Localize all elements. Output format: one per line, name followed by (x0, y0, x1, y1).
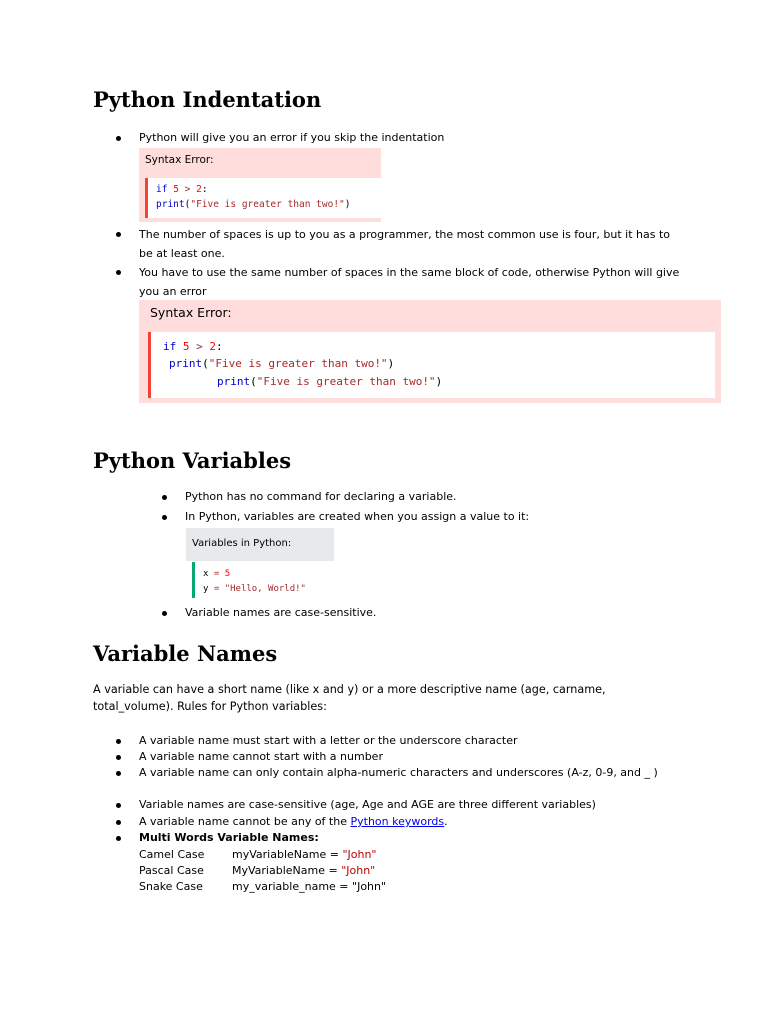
bullet-dot (116, 803, 121, 808)
case-example: my_variable_name = (232, 880, 353, 893)
multi-words-heading: Multi Words Variable Names: (139, 831, 319, 844)
case-value: "John" (352, 880, 387, 893)
bullet-dot (116, 820, 121, 825)
case-example: MyVariableName = (232, 864, 342, 877)
case-row (139, 863, 375, 879)
case-name: Camel Case (139, 848, 205, 861)
case-row (139, 879, 386, 895)
bullet-item (185, 509, 705, 525)
bullet-text: Variable names are case-sensitive. (185, 606, 377, 619)
rule-item (139, 765, 679, 781)
case-name: Snake Case (139, 880, 203, 893)
code-line: print("Five is greater than two!") (217, 375, 443, 388)
box-header: Syntax Error: (150, 305, 232, 320)
bullet-text: The number of spaces is up to you as a programmer, the most common use is four, but it has to be at least one. (139, 228, 671, 260)
syntax-error-box-large (139, 300, 721, 403)
heading-variable-names: Variable Names (93, 641, 278, 666)
bullet-item (185, 605, 705, 621)
code-line: x = 5 (203, 569, 231, 579)
bullet-item (139, 130, 699, 146)
rule-item (139, 830, 689, 846)
bullet-dot (116, 232, 121, 237)
bullet-dot (162, 611, 167, 616)
case-value: "John" (341, 864, 376, 877)
bullet-dot (116, 136, 121, 141)
code-line: print("Five is greater than two!") (169, 357, 395, 370)
code-accent-bar (192, 562, 195, 598)
rule-text: A variable name must start with a letter or the underscore character (139, 734, 518, 747)
code-line: if 5 > 2: (156, 184, 208, 195)
bullet-text: Python will give you an error if you skip the indentation (139, 131, 445, 144)
code-block (148, 332, 715, 398)
rule-text: Variable names are case-sensitive (age, Age and AGE are three different variables) (139, 798, 596, 811)
rule-item (139, 814, 689, 830)
box-header: Syntax Error: (145, 154, 214, 166)
bullet-dot (162, 515, 167, 520)
intro-paragraph: A variable can have a short name (like x and y) or a more descriptive name (age, carname, total_volume). Rules for Python variables: (93, 683, 606, 713)
rule-item (139, 797, 689, 813)
rule-text: A variable name cannot start with a number (139, 750, 383, 763)
case-value: "John" (342, 848, 377, 861)
rule-item (139, 749, 689, 765)
box-header: Variables in Python: (192, 538, 292, 549)
bullet-dot (116, 755, 121, 760)
code-line: y = "Hello, World!" (203, 584, 306, 594)
rule-text-prefix: A variable name cannot be any of the (139, 815, 351, 828)
bullet-dot (116, 270, 121, 275)
bullet-item (139, 225, 684, 263)
code-block (145, 178, 381, 218)
bullet-item (185, 489, 705, 505)
bullet-dot (162, 495, 167, 500)
rule-item (139, 733, 689, 749)
bullet-dot (116, 771, 121, 776)
code-line: print("Five is greater than two!") (156, 199, 351, 210)
code-block (192, 562, 334, 598)
bullet-dot (116, 739, 121, 744)
heading-python-indentation: Python Indentation (93, 87, 322, 112)
code-accent-bar (145, 178, 148, 218)
heading-python-variables: Python Variables (93, 448, 292, 473)
bullet-item (139, 263, 684, 301)
bullet-text: You have to use the same number of spaces in the same block of code, otherwise Python will give you an error (139, 266, 680, 298)
rule-text: A variable name can only contain alpha-numeric characters and underscores (A-z, 0-9, and _ ) (139, 766, 658, 779)
bullet-dot (116, 836, 121, 841)
variables-example-box (186, 528, 334, 598)
rule-text-suffix: . (444, 815, 448, 828)
case-row (139, 847, 376, 863)
case-example: myVariableName = (232, 848, 343, 861)
syntax-error-box-small (139, 148, 381, 222)
bullet-text: In Python, variables are created when you assign a value to it: (185, 510, 530, 523)
code-accent-bar (148, 332, 151, 398)
python-keywords-link[interactable]: Python keywords (350, 815, 445, 828)
case-name: Pascal Case (139, 864, 204, 877)
bullet-text: Python has no command for declaring a variable. (185, 490, 457, 503)
code-line: if 5 > 2: (163, 340, 223, 353)
